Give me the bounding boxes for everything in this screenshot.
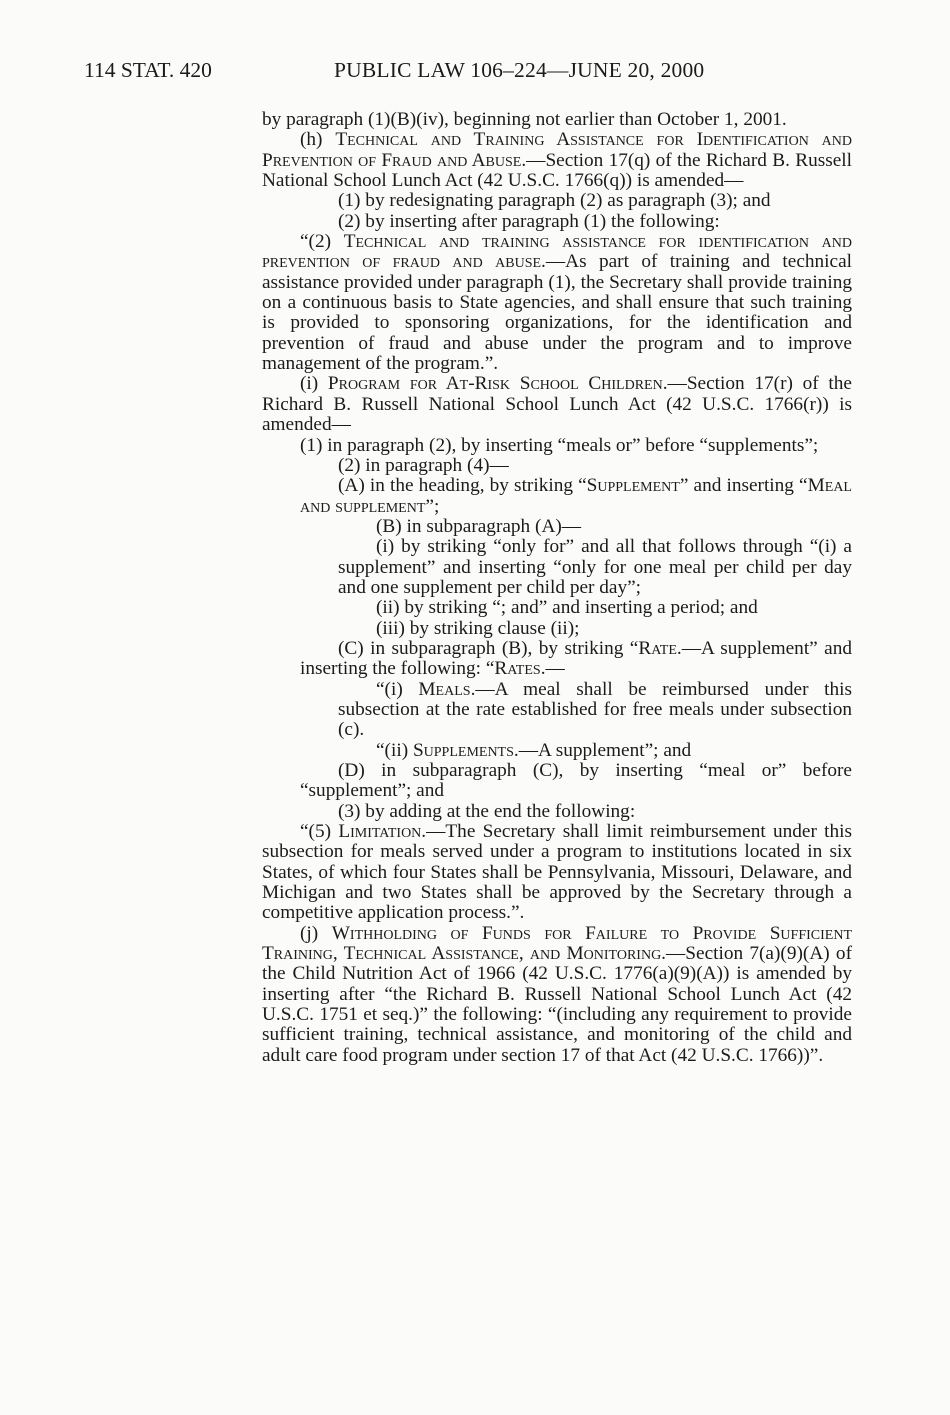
item-B-iii: (iii) by striking clause (ii); <box>376 617 580 639</box>
section-j-heading: Withholding of Funds for Failure to Provide Sufficient Training, Technical Assistance, and Monitoring. <box>262 922 852 965</box>
statute-page-number: 114 STAT. 420 <box>84 58 212 82</box>
clause-h-1: (1) by redesignating paragraph (2) as paragraph (3); and <box>338 190 771 212</box>
clause-h-2: (2) by inserting after paragraph (1) the following: <box>338 210 720 232</box>
item-B-i: (i) by striking “only for” and all that follows through “(i) a supplement” and inserting “only for one meal per child per day and one supplement per child per day”; <box>338 536 852 598</box>
public-law-title: PUBLIC LAW 106–224—JUNE 20, 2000 <box>334 58 705 82</box>
item-C-i: “(i) Meals.—A meal shall be reimbursed under this subsection at the rate established for free meals under subsection (c). <box>338 678 852 741</box>
clause-i-1: (1) in paragraph (2), by inserting “meals or” before “supplements”; <box>300 434 819 456</box>
section-i: (i) Program for At-Risk School Children.—Section 17(r) of the Richard B. Russell National School Lunch Act (42 U.S.C. 1766(r)) is amended— <box>262 373 852 436</box>
section-h-heading: Technical and Training Assistance for Identification and Prevention of Fraud and Abuse. <box>262 129 852 171</box>
paragraph-continuation: by paragraph (1)(B)(iv), beginning not earlier than October 1, 2001. <box>262 109 787 130</box>
item-C-ii: “(ii) Supplements.—A supplement”; and <box>376 739 692 761</box>
inserted-paragraph-2-heading: Technical and training assistance for identification and prevention of fraud and abuse. <box>262 231 852 273</box>
clause-i-3: (3) by adding at the end the following: <box>338 800 636 822</box>
subclause-i-2-B: (B) in subparagraph (A)— <box>376 515 582 537</box>
subclause-i-2-A: (A) in the heading, by striking “Supplement” and inserting “Meal and supplement”; <box>300 475 852 517</box>
page-header <box>84 58 854 88</box>
section-i-heading: Program for At-Risk School Children. <box>327 373 668 395</box>
section-j: (j) Withholding of Funds for Failure to Provide Sufficient Training, Technical Assistance, and Monitoring.—Section 7(a)(9)(A) of the Child Nutrition Act of 1966 (42 U.S.C. 1776(a)(9)(A)) is amended by inserting after “the Richard B. Russell National School Lunch Act (42 U.S.C. 1751 et seq.)” the following: “(including any requirement to provide sufficient training, technical assistance, and monitoring of the child and adult care food program under section 17 of that Act (42 U.S.C. 1766))”. <box>262 922 852 1066</box>
document-body <box>262 110 852 1066</box>
subclause-i-2-C: (C) in subparagraph (B), by striking “Rate.—A supplement” and inserting the following: “Rates.— <box>300 637 852 680</box>
inserted-paragraph-2: “(2) Technical and training assistance for identification and prevention of fraud and abuse.—As part of training and technical assistance provided under paragraph (1), the Secretary shall provide training on a continuous basis to State agencies, and shall ensure that such training is provided to sponsoring organizations, for the identification and prevention of fraud and abuse under the program and to improve management of the program.”. <box>262 231 852 375</box>
section-h: (h) Technical and Training Assistance for Identification and Prevention of Fraud and Abuse.—Section 17(q) of the Richard B. Russell National School Lunch Act (42 U.S.C. 1766(q)) is amended— <box>262 129 853 192</box>
clause-i-2: (2) in paragraph (4)— <box>338 454 509 476</box>
subclause-i-2-D: (D) in subparagraph (C), by inserting “meal or” before “supplement”; and <box>300 760 852 802</box>
inserted-paragraph-5: “(5) Limitation.—The Secretary shall limit reimbursement under this subsection for meals served under a program to institutions located in six States, of which four States shall be Pennsylvania, Missouri, Delaware, and Michigan and two States shall be approved by the Secretary through a competitive application process.”. <box>262 821 852 924</box>
item-B-ii: (ii) by striking “; and” and inserting a period; and <box>376 597 758 619</box>
